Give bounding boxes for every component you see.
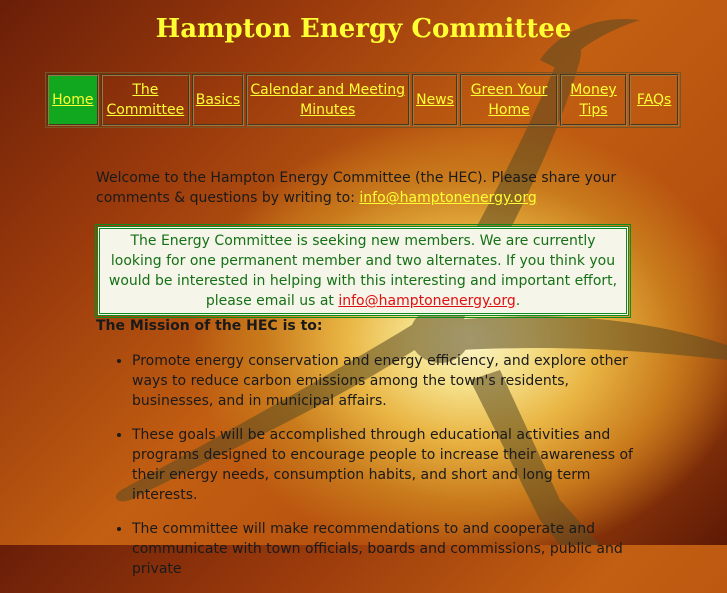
nav-faqs[interactable]: FAQs [629, 74, 679, 126]
nav-basics[interactable]: Basics [192, 74, 244, 126]
nav-news[interactable]: News [412, 74, 459, 126]
contact-email-link[interactable]: info@hamptonenergy.org [359, 190, 537, 206]
list-item: • Promote energy conservation and energy efficiency, and explore other ways to reduce carbon emissions among the town's residents, businesses, and in municipal affairs. [132, 351, 636, 411]
membership-notice [97, 226, 629, 316]
mission-heading: The Mission of the HEC is to: [96, 318, 323, 334]
notice-text: The Energy Committee is seeking new members. We are currently looking for one permanent member and two alternates. If you think you would be interested in helping with this interesting and important effort, please email us at [108, 233, 618, 309]
list-item: • The committee will make recommendations to and cooperate and communicate with town officials, boards and commissions, public and private [132, 519, 636, 579]
intro-paragraph [96, 168, 636, 208]
notice-suffix: . [515, 293, 521, 309]
intro-text: Welcome to the Hampton Energy Committee (the HEC). Please share your comments & questions by writing to: [96, 170, 617, 206]
nav-green-your-home[interactable]: Green Your Home [460, 74, 557, 126]
nav-the-committee[interactable]: The Committee [101, 74, 190, 126]
page-title: Hampton Energy Committee [155, 14, 572, 44]
main-nav [45, 72, 681, 128]
nav-money-tips[interactable]: Money Tips [560, 74, 628, 126]
notice-email-link[interactable]: info@hamptonenergy.org [338, 293, 516, 309]
main-content [96, 168, 636, 593]
list-item: • These goals will be accomplished through educational activities and programs designed to encourage people to increase their awareness of their energy needs, consumption habits, and short and long term interests. [132, 425, 636, 505]
nav-calendar-minutes[interactable]: Calendar and Meeting Minutes [246, 74, 410, 126]
nav-home[interactable]: Home [47, 74, 99, 126]
